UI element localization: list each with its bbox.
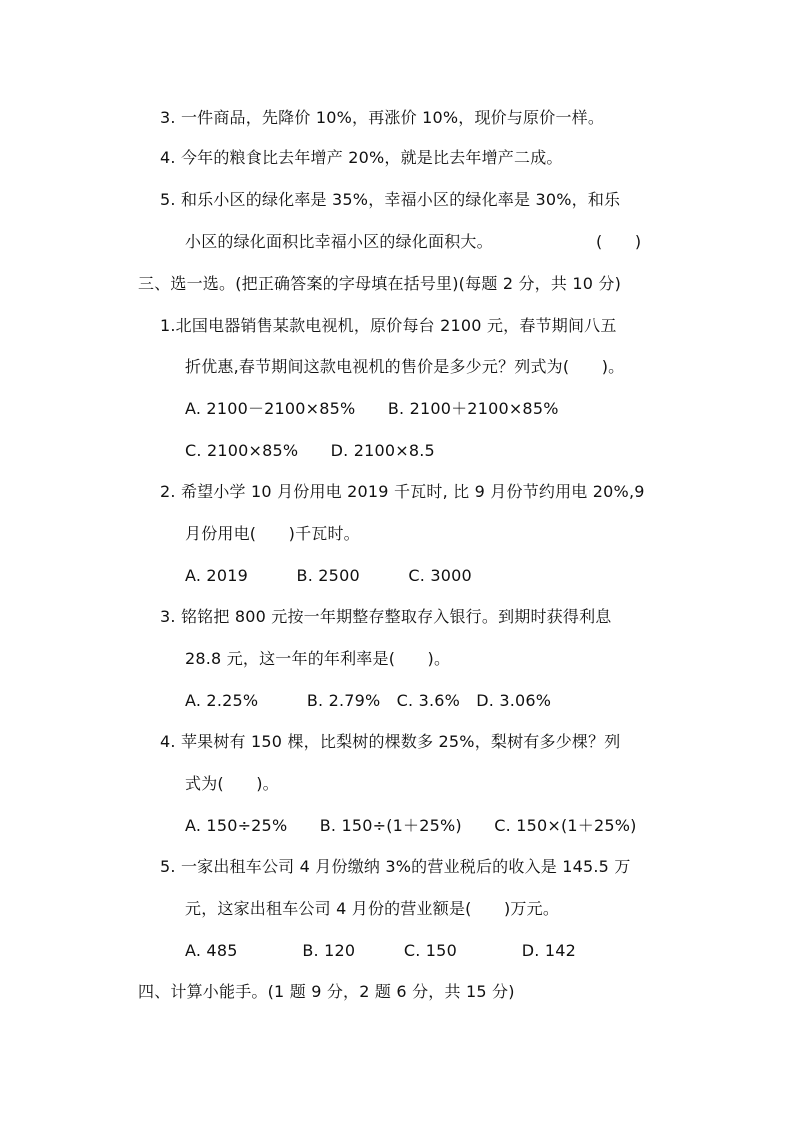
judge-item-4: 4. 今年的粮食比去年增产 20%，就是比去年增产二成。 bbox=[160, 148, 563, 167]
choice-question-5-line1: 5. 一家出租车公司 4 月份缴纳 3%的营业税后的收入是 145.5 万 bbox=[160, 857, 631, 876]
choice-question-3-options: A. 2.25% B. 2.79% C. 3.6% D. 3.06% bbox=[185, 691, 552, 710]
choice-question-1-options-row1: A. 2100－2100×85% B. 2100＋2100×85% bbox=[185, 399, 559, 418]
judge-item-3: 3. 一件商品，先降价 10%，再涨价 10%，现价与原价一样。 bbox=[160, 108, 605, 127]
choice-question-1-line2: 折优惠,春节期间这款电视机的售价是多少元？列式为( )。 bbox=[185, 357, 625, 376]
choice-question-4-options: A. 150÷25% B. 150÷(1＋25%) C. 150×(1＋25%) bbox=[185, 816, 637, 835]
choice-question-3-line2: 28.8 元，这一年的年利率是( )。 bbox=[185, 649, 451, 668]
section-4-heading: 四、计算小能手。(1 题 9 分，2 题 6 分，共 15 分) bbox=[138, 982, 515, 1001]
choice-question-4-line2: 式为( )。 bbox=[185, 774, 279, 793]
judge-item-5-line2: 小区的绿化面积比幸福小区的绿化面积大。 bbox=[185, 232, 493, 251]
choice-question-1-line1: 1.北国电器销售某款电视机，原价每台 2100 元，春节期间八五 bbox=[160, 316, 617, 335]
choice-question-1-options-row2: C. 2100×85% D. 2100×8.5 bbox=[185, 441, 435, 460]
choice-question-2-line1: 2. 希望小学 10 月份用电 2019 千瓦时, 比 9 月份节约用电 20%,9 bbox=[160, 482, 645, 501]
answer-paren: ( ) bbox=[596, 232, 642, 251]
choice-question-2-options: A. 2019 B. 2500 C. 3000 bbox=[185, 566, 472, 585]
choice-question-4-line1: 4. 苹果树有 150 棵，比梨树的棵数多 25%，梨树有多少棵？列 bbox=[160, 732, 621, 751]
choice-question-2-line2: 月份用电( )千瓦时。 bbox=[185, 524, 360, 543]
choice-question-3-line1: 3. 铭铭把 800 元按一年期整存整取存入银行。到期时获得利息 bbox=[160, 607, 612, 626]
judge-item-5-line1: 5. 和乐小区的绿化率是 35%，幸福小区的绿化率是 30%，和乐 bbox=[160, 190, 621, 209]
choice-question-5-options: A. 485 B. 120 C. 150 D. 142 bbox=[185, 941, 576, 960]
section-3-heading: 三、选一选。(把正确答案的字母填在括号里)(每题 2 分，共 10 分) bbox=[138, 274, 622, 293]
choice-question-5-line2: 元，这家出租车公司 4 月份的营业额是( )万元。 bbox=[185, 899, 560, 918]
